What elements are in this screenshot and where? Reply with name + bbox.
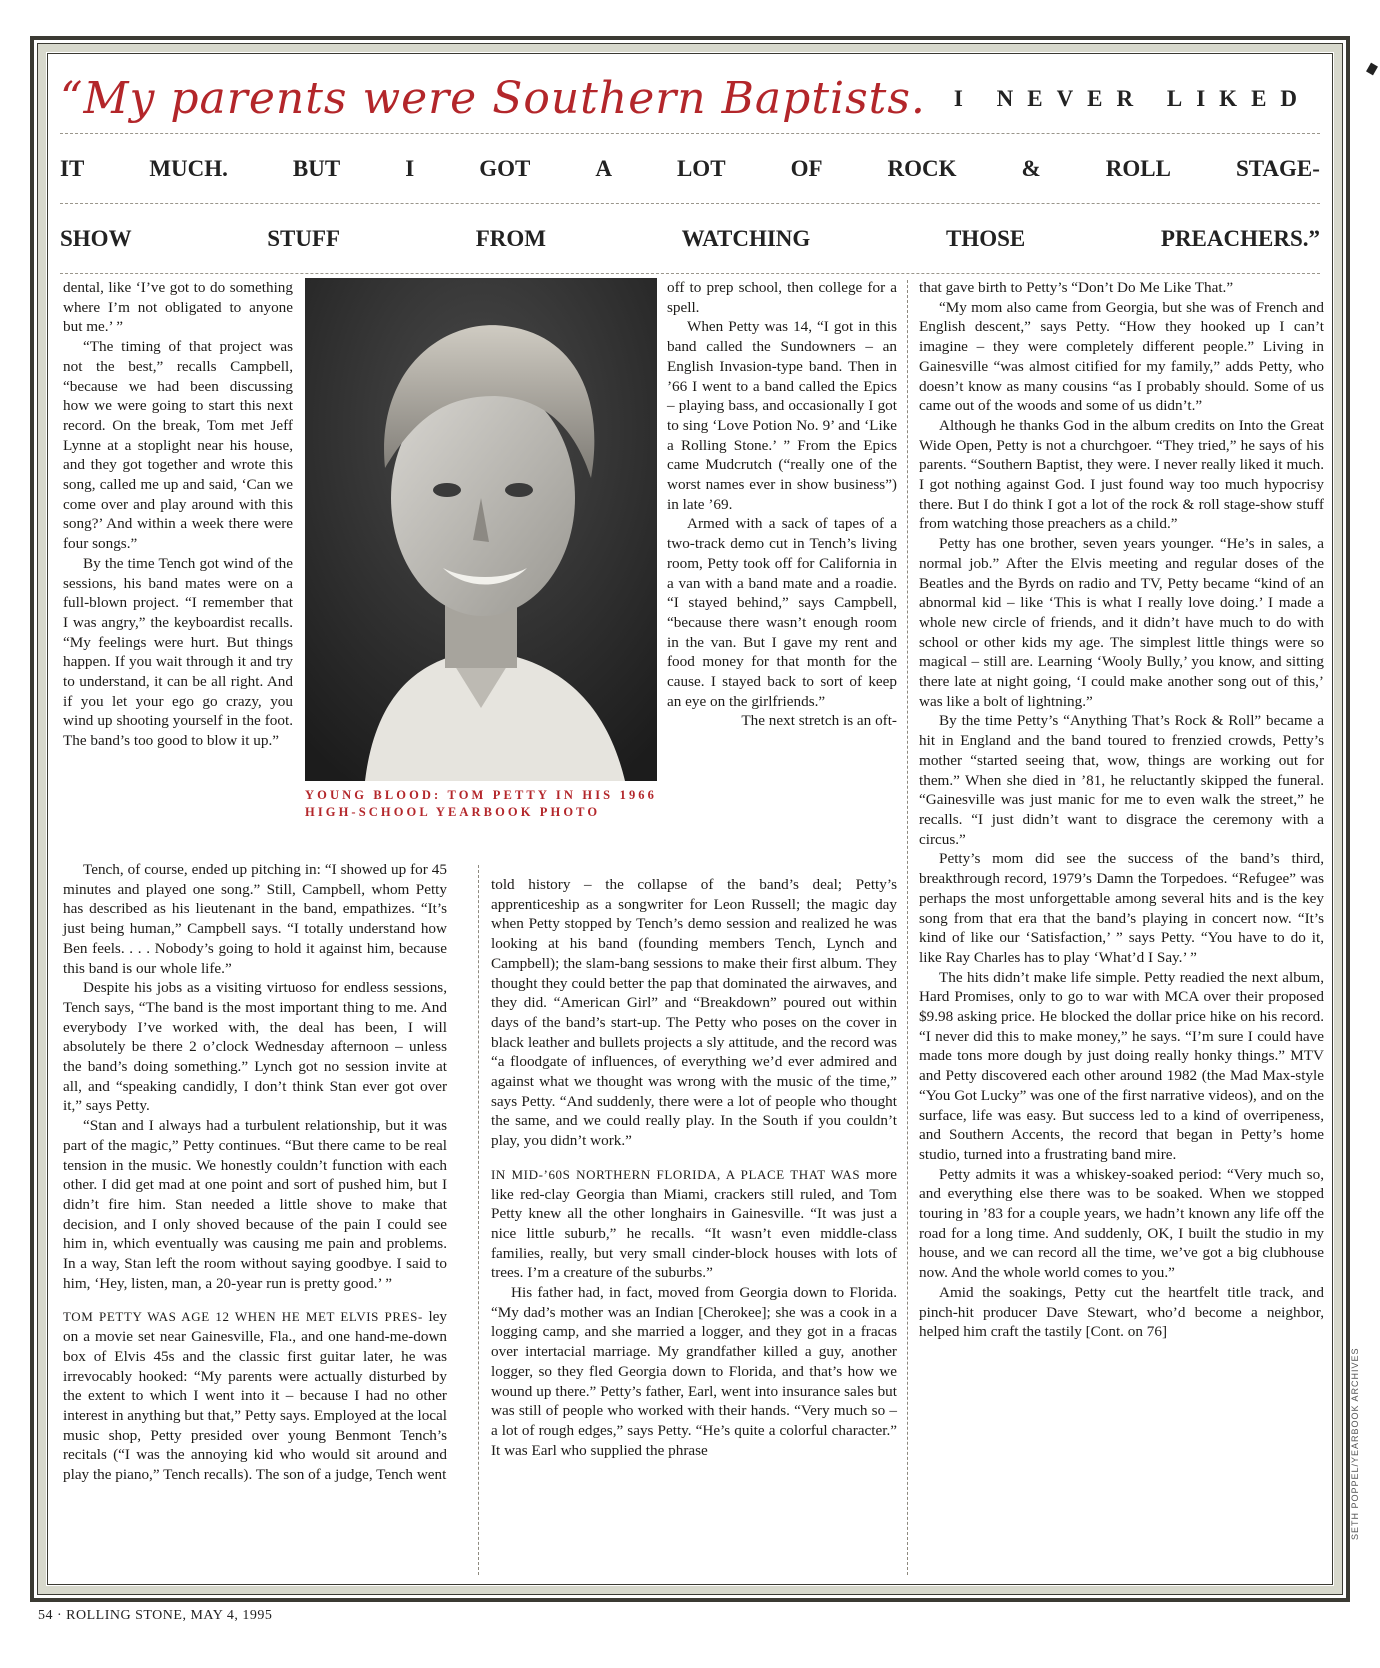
- pull-word: STAGE-: [1235, 155, 1320, 181]
- yearbook-photo: [305, 278, 657, 781]
- column-1-lower: [63, 860, 447, 1485]
- section-lead: TOM PETTY WAS AGE 12 WHEN HE MET ELVIS PRES-: [63, 1309, 423, 1325]
- portrait-illustration: [305, 278, 657, 781]
- paragraph: Petty has one brother, seven years younger. “He’s in sales, a normal job.” After the Elvis meeting and regular doses of the Beatles and the Byrds on radio and TV, Petty became “kind of an abnormal kid – like ‘This is what I really love doing.’ I made a whole new circle of friends, and it didn’t have much to do with school or other kids my age. The simplest little things were so magical – still are. Learning ‘Wooly Bully,’ you know, and sitting there late at night going, ‘I could make another song out of this,’ was like a bolt of lightning.”: [919, 535, 1324, 710]
- paragraph-text: more like red-clay Georgia than Miami, crackers still ruled, and Tom Petty knew all the other longhairs in Gainesville. “It was just a nice little suburb,” he recalls. “It wasn’t even middle-class families, really, but very small cinder-block houses with lots of trees. I’m a creature of the suburbs.”: [491, 1165, 897, 1282]
- paragraph: dental, like ‘I’ve got to do something where I’m not obligated to anyone but me.’ ”: [63, 279, 293, 336]
- paragraph: “The timing of that project was not the best,” recalls Campbell, “because we had been discussing how we were going to start this next record. On the break, Tom met Jeff Lynne at a stoplight near his house, and they got together and wrote this song, called me up and said, ‘Can we come over and play around with this song?’ And within a week there were four songs.”: [63, 338, 293, 553]
- paragraph: Amid the soakings, Petty cut the heartfelt title track, and pinch-hit producer Dave Stewart, who’d become a neighbor, helped him craft the tastily [Cont. on 76]: [919, 1283, 1324, 1341]
- paragraph: Despite his jobs as a visiting virtuoso for endless sessions, Tench says, “The band is the most important thing to me. And everybody I’ve worked with, the deal has been, I will absolutely be there 2 o’clock Wednesday afternoon – unless the band’s doing something.” Lynch got no session invite at all, and “speaking candidly, I don’t think Stan ever got over it,” says Petty.: [63, 979, 447, 1115]
- column-2-upper: [667, 278, 897, 731]
- pull-word: BUT: [292, 155, 341, 181]
- column-1-upper: [63, 278, 293, 751]
- pull-word: FROM: [475, 225, 546, 251]
- page-footer: 54 · ROLLING STONE, MAY 4, 1995: [38, 1608, 273, 1623]
- pull-quote-caps: I NEVER LIKED: [953, 85, 1312, 111]
- pull-quote: [60, 64, 1320, 274]
- pull-word: GOT: [479, 155, 531, 181]
- paragraph: Petty admits it was a whiskey-soaked period: “Very much so, and everything else there was to be soaked. When we stopped touring in ’83 for a couple years, we hadn’t known any life off the road for a long time. And suddenly, OK, I built the studio in my house, and we can record all the time, we’ve got a big clubhouse now. And the whole world comes to you.”: [919, 1165, 1324, 1282]
- paragraph: Tench, of course, ended up pitching in: “I showed up for 45 minutes and played one song.” Still, Campbell, whom Petty has described as his lieutenant in the band, empathizes. “It’s just being human,” Campbell says. “I totally understand how Ben feels. . . . Nobody’s going to hold it against him, because this band is our whole life.”: [63, 861, 447, 977]
- pull-word: LOT: [676, 155, 726, 181]
- pull-word: ROCK: [887, 155, 957, 181]
- pull-word: PREACHERS.”: [1160, 225, 1320, 251]
- photo-caption: YOUNG BLOOD: TOM PETTY IN HIS 1966 HIGH-SCHOOL YEARBOOK PHOTO: [305, 788, 657, 819]
- pull-word: ROLL: [1105, 155, 1171, 181]
- paragraph-text: ley on a movie set near Gainesville, Fla., and one hand-me-down box of Elvis 45s and the classic first guitar later, he was irrevocably hooked: “My parents were actually disturbed by the extent to which I went into it – because I had no other interest in anything but that,” Petty says. Employed at the local music shop, Petty presided over young Benmont Tench’s recitals (“I was the annoying kid who would sit around and play the piano,” Tench recalls). The son of a judge, Tench went: [63, 1308, 447, 1484]
- pull-word: I: [405, 155, 415, 181]
- paragraph: Although he thanks God in the album credits on Into the Great Wide Open, Petty is not a churchgoer. “They tried,” he says of his parents. “Southern Baptist, they were. I never really liked it much. I got nothing against God. I just found way too much hypocrisy there. But I do think I got a lot of the rock & roll stage-show stuff from watching those preachers as a child.”: [919, 416, 1324, 533]
- pull-word: IT: [60, 155, 85, 181]
- paragraph: “My mom also came from Georgia, but she was of French and English descent,” says Petty. “How they hooked up I can’t imagine – they were completely different people.” Living in Gainesville “was almost citified for my family,” adds Petty, who doesn’t know as many cousins “as I probably should. Some of us came out of the woods and some of us didn’t.”: [919, 298, 1324, 415]
- paragraph: When Petty was 14, “I got in this band called the Sundowners – an English Invasion-type band. Then in ’66 I went to a band called the Epics – playing bass, and occasionally I got to sing ‘Love Potion No. 9’ and ‘Like a Rolling Stone.’ ” From the Epics came Mudcrutch (“really one of the worst names ever in show business”) in late ’69.: [667, 318, 897, 513]
- paragraph: [63, 1307, 447, 1484]
- pull-word: STUFF: [267, 225, 341, 251]
- paragraph: off to prep school, then college for a spell.: [667, 279, 897, 316]
- pull-word: WATCHING: [681, 225, 811, 251]
- column-3: [919, 278, 1324, 1342]
- pull-quote-script: “My parents were Southern Baptists.: [60, 73, 926, 124]
- column-2-lower: [491, 875, 897, 1460]
- column-divider: [478, 865, 479, 1575]
- section-lead: IN MID-’60S NORTHERN FLORIDA, A PLACE THAT WAS: [491, 1166, 861, 1182]
- paragraph: Armed with a sack of tapes of a two-track demo cut in Tench’s living room, Petty took off for California in a van with a band mate and a roadie. “I stayed behind,” says Campbell, “because there wasn’t enough room in the van. But I gave my rent and food money for that month for the cause. I stayed back to sort of keep an eye on the girlfriends.”: [667, 515, 897, 710]
- pull-quote-line-3: [60, 204, 1320, 274]
- corner-mark: [1366, 63, 1378, 76]
- paragraph: Petty’s mom did see the success of the band’s third, breakthrough record, 1979’s Damn the Torpedoes. “Refugee” was perhaps the most unforgettable among several hits and is the key song from that era that the band’s playing in concert now. “It’s kind of like our ‘Satisfaction,’ ” says Petty. “You have to do it, like Ray Charles has to play ‘What’d I Say.’ ”: [919, 850, 1324, 966]
- paragraph: By the time Petty’s “Anything That’s Rock & Roll” became a hit in England and the band toured to frenzied crowds, Petty’s mother “started seeing that, wow, things are working out for them.” When she died in ’81, he reluctantly skipped the funeral. “Gainesville was just manic for me to even walk the street,” he recalls. “I just didn’t want to disgrace the ceremony with a circus.”: [919, 712, 1324, 848]
- paragraph: The next stretch is an oft-: [741, 712, 897, 730]
- pull-quote-line-1: [60, 64, 1320, 134]
- paragraph: [491, 1165, 897, 1283]
- pull-word: A: [595, 155, 612, 181]
- paragraph: “Stan and I always had a turbulent relationship, but it was part of the magic,” Petty continues. “But there came to be real tension in the music. We honestly couldn’t function with each other. I did get mad at one point and sort of pushed him, but I didn’t fire him. Stan needed a little shove to make that decision, and I only shoved because of the pain I could see him in, which eventually was causing me pain and problems. In a way, Stan left the room without saying goodbye. I said to him, ‘Hey, listen, man, a 20-year run is pretty good.’ ”: [63, 1117, 447, 1292]
- paragraph: By the time Tench got wind of the sessions, his band mates were on a full-blown project. “I remember that I was angry,” the keyboardist recalls. “My feelings were hurt. But things happen. If you wait through it and try to understand, it can be all right. And if you let your ego go crazy, you wind up shooting yourself in the foot. The band’s too good to blow it up.”: [63, 554, 293, 750]
- paragraph: The hits didn’t make life simple. Petty readied the next album, Hard Promises, only to go to war with MCA over their proposed $9.98 asking price. He blocked the dollar price hike on his record. “I never did this to make money,” he says. “I’m sure I could have made tons more dough by just doing really honky things.” MTV and Petty discovered each other around 1982 (the Mad Max-style “You Got Lucky” was one of the first narrative videos), and on the surface, life was easy. But success led to a kind of overripeness, and Southern Accents, the record that began in Petty’s home studio, turned into a frustrating band mire.: [919, 968, 1324, 1163]
- pull-word: OF: [790, 155, 823, 181]
- paragraph: that gave birth to Petty’s “Don’t Do Me Like That.”: [919, 279, 1234, 296]
- pull-word: SHOW: [60, 225, 132, 251]
- paragraph: His father had, in fact, moved from Georgia down to Florida. “My dad’s mother was an Indian [Cherokee]; she was a cook in a logging camp, and she married a logger, and they got in a fracas over intertacial marriage. My grandfather killed a guy, another logger, so they fled Georgia down to Florida, and that’s how we wound up there.” Petty’s father, Earl, went into insurance sales but was still of people who worked with their hands. “Very much so – a lot of rough edges,” says Petty. “He’s quite a colorful character.” It was Earl who supplied the phrase: [491, 1284, 897, 1459]
- pull-quote-line-2: [60, 134, 1320, 204]
- column-divider: [907, 280, 908, 1575]
- pull-word: THOSE: [945, 225, 1026, 251]
- pull-word: MUCH.: [149, 155, 228, 181]
- photo-credit: SETH POPPEL/YEARBOOK ARCHIVES: [1350, 1347, 1360, 1540]
- paragraph: told history – the collapse of the band’s deal; Petty’s apprenticeship as a songwriter for Leon Russell; the magic day when Petty stopped by Tench’s demo session and realized he was looking at his band (founding members Tench, Lynch and Campbell); the slam-bang sessions to make their first album. They thought they could better the pap that dominated the airwaves, and they did. “American Girl” and “Breakdown” poured out within days of the band’s start-up. The Petty who poses on the cover in black leather and bullets projects a sly attitude, and the record was “a floodgate of influences, of everything we’d ever admired and against what we thought was wrong with the music of the time,” says Petty. “And suddenly, there were a lot of people who thought the same, and we could really play. In the South if you couldn’t play, you didn’t work.”: [491, 876, 897, 1150]
- pull-word: &: [1021, 155, 1041, 181]
